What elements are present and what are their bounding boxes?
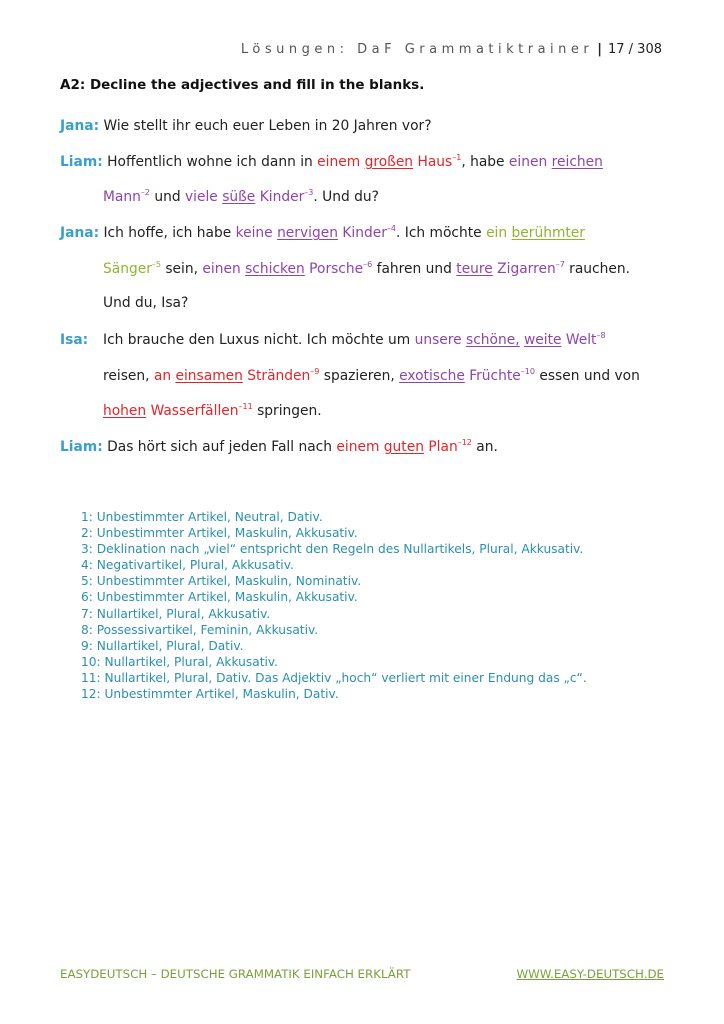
- page-footer: [60, 967, 664, 981]
- dialogue-line: [60, 118, 432, 134]
- footnote-marker: –1: [452, 153, 462, 162]
- footnote-marker: –12: [457, 438, 472, 447]
- task-heading: A2: Decline the adjectives and fill in the blanks.: [60, 77, 425, 93]
- noun: Kinder: [342, 225, 387, 241]
- speaker-label: Isa:: [60, 332, 89, 348]
- speaker-label: Liam:: [60, 439, 103, 455]
- dialogue-text: springen.: [252, 403, 322, 419]
- answer-adjective: nervigen: [277, 225, 338, 241]
- answer-adjective: reichen: [551, 154, 603, 170]
- header-separator: |: [597, 42, 602, 57]
- dialogue-text: , habe: [461, 154, 509, 170]
- answer-adjective: guten: [383, 439, 424, 455]
- noun: Früchte: [469, 368, 521, 384]
- dialogue-text: Und du, Isa?: [103, 295, 189, 311]
- dialogue-line: [60, 153, 603, 170]
- note-item: 5: Unbestimmter Artikel, Maskulin, Nominativ.: [81, 574, 362, 589]
- noun: Haus: [417, 154, 453, 170]
- dialogue-text: reisen,: [103, 368, 154, 384]
- header-title: Lösungen: DaF Grammatiktrainer: [240, 42, 594, 57]
- article: einem: [336, 439, 380, 455]
- answer-adjective: teure: [456, 261, 493, 277]
- noun: Wasserfällen: [150, 403, 239, 419]
- article: einen: [508, 154, 548, 170]
- article: unsere: [414, 332, 462, 348]
- note-item: 12: Unbestimmter Artikel, Maskulin, Dativ.: [81, 687, 339, 702]
- footnote-marker: –7: [555, 260, 565, 269]
- grammar-notes: [81, 509, 587, 702]
- dialogue-line: [103, 295, 188, 311]
- page-header: [241, 42, 662, 57]
- article: an: [153, 368, 172, 384]
- noun: Stränden: [247, 368, 311, 384]
- note-item: 6: Unbestimmter Artikel, Maskulin, Akkusativ.: [81, 590, 358, 605]
- article: einem: [317, 154, 361, 170]
- note-item: 7: Nullartikel, Plural, Akkusativ.: [81, 606, 271, 621]
- answer-adjective: großen: [364, 154, 414, 170]
- footnote-marker: –2: [140, 188, 150, 197]
- note-item: 3: Deklination nach „viel“ entspricht den Regeln des Nullartikels, Plural, Akkusativ.: [81, 542, 584, 557]
- answer-adjective: schicken: [245, 261, 305, 277]
- page-number: 17 / 308: [608, 42, 662, 57]
- article: viele: [184, 189, 218, 205]
- footnote-marker: –10: [520, 367, 535, 376]
- noun: Porsche: [309, 261, 364, 277]
- dialogue-line: [103, 260, 630, 277]
- answer-adjective: hohen: [103, 403, 147, 419]
- note-item: 9: Nullartikel, Plural, Dativ.: [81, 638, 244, 653]
- dialogue-text: essen und von: [534, 368, 640, 384]
- article: einen: [202, 261, 241, 277]
- dialogue-text: . Und du?: [313, 189, 379, 205]
- dialogue-text: Das hört sich auf jeden Fall nach: [107, 439, 337, 455]
- dialogue-text: fahren und: [372, 261, 457, 277]
- dialogue-text: Ich hoffe, ich habe: [103, 225, 236, 241]
- note-item: 1: Unbestimmter Artikel, Neutral, Dativ.: [81, 510, 323, 524]
- note-item: 4: Negativartikel, Plural, Akkusativ.: [81, 558, 294, 573]
- answer-adjective: einsamen: [175, 368, 243, 384]
- noun: Welt: [565, 332, 597, 348]
- speaker-label: Liam:: [60, 154, 103, 170]
- noun: Plan: [428, 439, 458, 455]
- article: ein: [486, 225, 508, 241]
- dialogue-text: sein,: [160, 261, 203, 277]
- dialogue-line: [60, 331, 606, 348]
- footnote-marker: –4: [386, 224, 396, 233]
- dialogue-text: an.: [471, 439, 498, 455]
- dialogue-text: rauchen.: [564, 261, 631, 277]
- dialogue-line: [103, 402, 322, 419]
- dialogue-text: Wie stellt ihr euch euer Leben in 20 Jahren vor?: [103, 118, 432, 134]
- dialogue-text: Ich brauche den Luxus nicht. Ich möchte um: [103, 332, 415, 348]
- dialogue-text: und: [149, 189, 185, 205]
- footnote-marker: –5: [151, 260, 161, 269]
- footnote-marker: –6: [363, 260, 373, 269]
- speaker-label: Jana:: [60, 118, 100, 134]
- note-item: 11: Nullartikel, Plural, Dativ. Das Adjektiv „hoch“ verliert mit einer Endung das „c“.: [81, 670, 587, 685]
- footnote-marker: –9: [310, 367, 320, 376]
- dialogue-text: . Ich möchte: [396, 225, 487, 241]
- noun: Zigarren: [497, 261, 556, 277]
- answer-adjective: schöne,: [466, 332, 520, 348]
- noun: Kinder: [259, 189, 305, 205]
- dialogue-text: spazieren,: [319, 368, 400, 384]
- dialogue-line: [60, 438, 498, 455]
- footer-website-link[interactable]: WWW.EASY-DEUTSCH.DE: [516, 967, 664, 981]
- dialogue-line: [60, 224, 585, 241]
- noun: Mann: [103, 189, 141, 205]
- dialogue-line: [103, 188, 379, 205]
- answer-adjective: berühmter: [511, 225, 585, 241]
- speaker-label: Jana:: [60, 225, 100, 241]
- note-item: 10: Nullartikel, Plural, Akkusativ.: [81, 654, 278, 669]
- answer-adjective: süße: [222, 189, 256, 205]
- footnote-marker: –11: [238, 402, 253, 411]
- article: keine: [235, 225, 273, 241]
- note-item: 8: Possessivartikel, Feminin, Akkusativ.: [81, 622, 319, 637]
- dialogue-text: Hoffentlich wohne ich dann in: [107, 154, 318, 170]
- noun: Sänger: [103, 261, 152, 277]
- note-item: 2: Unbestimmter Artikel, Maskulin, Akkusativ.: [81, 526, 358, 541]
- answer-adjective: exotische: [399, 368, 465, 384]
- footnote-marker: –3: [304, 188, 314, 197]
- answer-adjective: weite: [524, 332, 562, 348]
- dialogue-line: [103, 367, 640, 384]
- footnote-marker: –8: [596, 331, 606, 340]
- footer-brand: EASYDEUTSCH – DEUTSCHE GRAMMATIK EINFACH ERKLÄRT: [60, 967, 411, 981]
